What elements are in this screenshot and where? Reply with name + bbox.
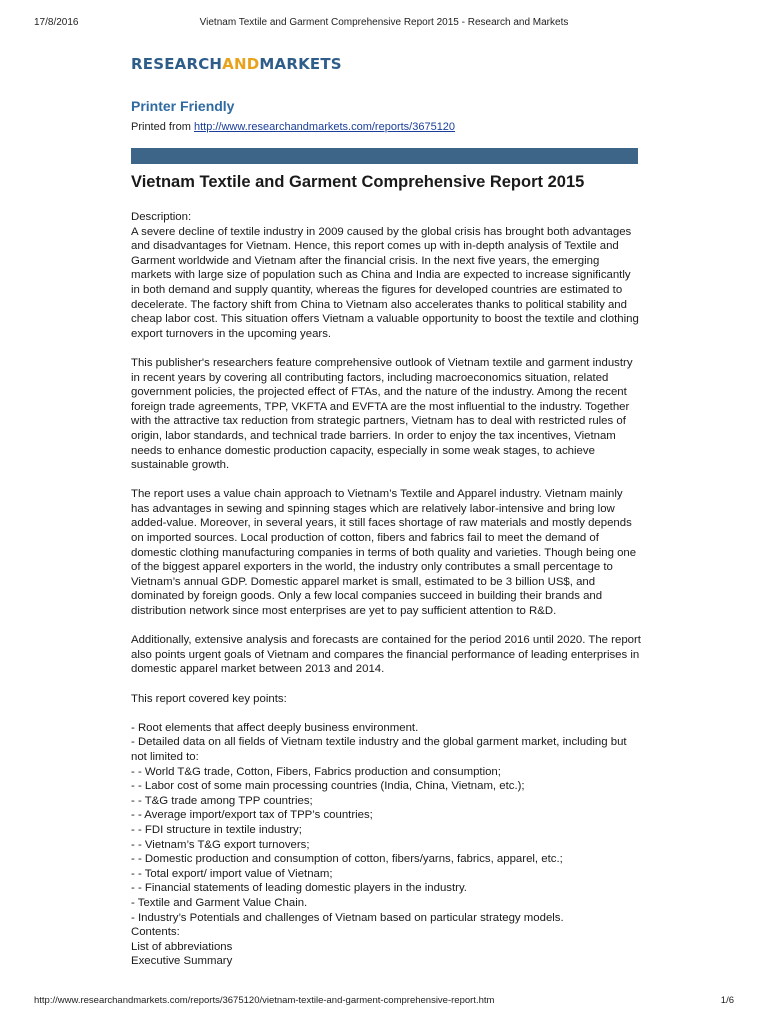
description-paragraph-4: Additionally, extensive analysis and forecasts are contained for the period 2016 until 2020. The report also points urgent goals of Vietnam and compares the financial performance of leading enterprises in domestic apparel market between 2013 and 2014. bbox=[131, 634, 641, 676]
printed-from bbox=[131, 121, 455, 133]
key-point: - - Average import/export tax of TPP’s countries; bbox=[131, 809, 373, 822]
header-divider-bar bbox=[131, 148, 638, 164]
key-point: - Root elements that affect deeply business environment. bbox=[131, 721, 419, 734]
logo-research: RESEARCH bbox=[131, 55, 223, 73]
description-paragraph-1: A severe decline of textile industry in 2009 caused by the global crisis has brought both advantages and disadvantages for Vietnam. Hence, this report comes up with in-depth analysis of Textile and Garment worldwide and Vietnam after the financial crisis. In the next five years, the emerging markets with large size of population such as China and India are expected to increase significantly in both demand and supply quantity, whereas the figures for developed countries are estimated to decelerate. The factory shift from China to Vietnam also accelerates thanks to political stability and cheap labor cost. This situation offers Vietnam a valuable opportunity to boost the textile and clothing export turnovers in the upcoming years. bbox=[131, 225, 639, 340]
key-point: - - World T&G trade, Cotton, Fibers, Fabrics production and consumption; bbox=[131, 765, 501, 778]
print-footer bbox=[34, 995, 734, 1009]
print-date: 17/8/2016 bbox=[34, 17, 79, 28]
key-point: - Industry’s Potentials and challenges of Vietnam based on particular strategy models. bbox=[131, 911, 564, 924]
key-point: - - Total export/ import value of Vietnam; bbox=[131, 867, 333, 880]
key-point: - Textile and Garment Value Chain. bbox=[131, 896, 308, 909]
description-paragraph-2: This publisher's researchers feature comprehensive outlook of Vietnam textile and garment industry in recent years by covering all contributing factors, including macroeconomics situation, related government policies, the projected effect of FTAs, and the nature of the industry. Among the recent foreign trade agreements, TPP, VKFTA and EVFTA are the most influential to the industry. Together with the attractive tax reduction from strategic partners, Vietnam has to deal with restricted rules of origin, labor standards, and technical trade barriers. In order to enjoy the tax incentives, Vietnam needs to enhance domestic production capacity, especially in some weak stages, to achieve sustainable growth. bbox=[131, 356, 633, 472]
print-header bbox=[34, 17, 734, 31]
contents-label: Contents: bbox=[131, 926, 180, 939]
key-point: - - FDI structure in textile industry; bbox=[131, 823, 302, 836]
printer-friendly-heading: Printer Friendly bbox=[131, 98, 235, 114]
report-title: Vietnam Textile and Garment Comprehensive Report 2015 bbox=[131, 173, 585, 191]
key-points-list bbox=[131, 721, 641, 925]
print-page-number: 1/6 bbox=[720, 995, 734, 1006]
description-paragraph-3: The report uses a value chain approach to Vietnam’s Textile and Apparel industry. Vietnam mainly has advantages in sewing and spinning stages which are relatively labor-intensive and bring low added-value. Moreover, in several years, it still faces shortage of raw materials and mostly depends on imported sources. Local production of cotton, fibers and fabrics fail to meet the demand of domestic clothing manufacturing companies in terms of both quality and varieties. Though being one of the biggest apparel exporters in the world, the industry only contributes a small percentage to Vietnam’s annual GDP. Domestic apparel market is small, estimated to be 3 billion US$, and dominated by foreign goods. Only a few local companies succeed in building their brands and distribution network since most enterprises are yet to pay sufficient attention to R&D. bbox=[131, 488, 637, 618]
logo-markets: MARKETS bbox=[259, 55, 342, 73]
key-point: - - Financial statements of leading domestic players in the industry. bbox=[131, 882, 467, 895]
key-point: - - Vietnam’s T&G export turnovers; bbox=[131, 838, 310, 851]
description-label: Description: bbox=[131, 211, 192, 223]
key-point: - Detailed data on all fields of Vietnam textile industry and the global garment market, including but not limited to: bbox=[131, 736, 627, 763]
contents-item: List of abbreviations bbox=[131, 940, 233, 953]
key-points-intro: This report covered key points: bbox=[131, 692, 287, 705]
printed-from-label: Printed from bbox=[131, 121, 194, 133]
logo-and: AND bbox=[222, 55, 260, 73]
key-point: - - Domestic production and consumption of cotton, fibers/yarns, fabrics, apparel, etc.; bbox=[131, 853, 563, 866]
key-point: - - Labor cost of some main processing countries (India, China, Vietnam, etc.); bbox=[131, 780, 525, 793]
report-description bbox=[131, 210, 641, 969]
key-point: - - T&G trade among TPP countries; bbox=[131, 794, 313, 807]
contents-item: Executive Summary bbox=[131, 955, 233, 968]
researchandmarkets-logo[interactable] bbox=[131, 55, 342, 73]
print-footer-url: http://www.researchandmarkets.com/reports/3675120/vietnam-textile-and-garment-comprehensive-report.htm bbox=[34, 995, 495, 1006]
printed-from-link[interactable]: http://www.researchandmarkets.com/reports/3675120 bbox=[193, 121, 456, 133]
print-page-title: Vietnam Textile and Garment Comprehensive Report 2015 - Research and Markets bbox=[199, 17, 569, 28]
